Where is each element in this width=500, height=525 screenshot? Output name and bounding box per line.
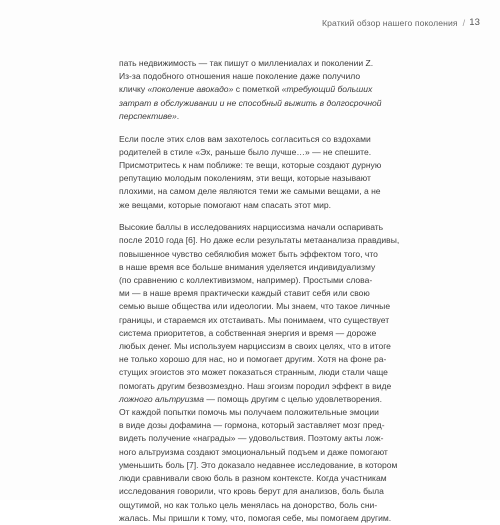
- text-run: — помощь другим с целью удовлетворения.: [203, 393, 382, 404]
- text-line: [119, 287, 383, 300]
- text-line: [119, 380, 392, 393]
- text-run: в виде дозы дофамина — гормона, который заставляет мозг пред-: [119, 420, 385, 431]
- text-line: [119, 499, 383, 512]
- text-line: [119, 110, 383, 123]
- text-line: [119, 512, 392, 525]
- text-line: [119, 274, 383, 287]
- text-run: стущих эгоистов это может показаться странным, люди стали чаще: [119, 367, 388, 378]
- text-run: Высокие баллы в исследованиях нарциссизма начали оспаривать: [119, 222, 384, 233]
- text-line: [119, 300, 391, 313]
- italic-text: ложного альтруизма: [119, 393, 204, 404]
- text-line: [119, 185, 383, 198]
- italic-text: «поколение авокадо»: [147, 84, 234, 95]
- text-run: в наше время все больше внимания уделяется индивидуализму: [119, 261, 376, 272]
- body-text: [119, 57, 400, 525]
- text-line: [119, 172, 383, 185]
- text-line: [119, 57, 383, 70]
- text-run: ми — в наше время практически каждый ставит себя или свою: [119, 288, 370, 299]
- text-run: Если после этих слов вам захотелось согласиться со вздохами: [119, 133, 371, 144]
- text-run: семью выше общества или идеологии. Мы знаем, что такое личные: [119, 301, 391, 312]
- text-line: [119, 199, 383, 212]
- text-run: система приоритетов, а собственная энергия и время — дороже: [119, 327, 377, 338]
- text-run: же вещами, которые помогают нам спасать этот мир.: [119, 199, 332, 210]
- text-line: [119, 340, 391, 353]
- paragraph: [119, 133, 383, 212]
- text-run: кличку: [119, 84, 148, 95]
- text-run: ощутимой, но как только цель менялась на донорство, боль сни-: [119, 499, 378, 510]
- text-run: репутацию молодым поколениям, эти вещи, которые называют: [119, 173, 371, 184]
- text-run: пать недвижимость — так пишут о миллениалах и поколении Z.: [119, 58, 374, 68]
- text-line: [119, 459, 398, 472]
- text-line: [119, 446, 388, 459]
- text-line: [119, 97, 383, 110]
- paragraph: [119, 57, 383, 123]
- text-line: [119, 393, 383, 406]
- page-number: 13: [469, 17, 480, 28]
- italic-text: «требующий больших: [281, 84, 373, 95]
- text-line: [119, 432, 383, 445]
- text-line: [119, 406, 383, 419]
- text-run: Присмотритесь к нам поближе: те вещи, которые создают дурную: [119, 159, 382, 170]
- running-header: [322, 17, 480, 28]
- text-line: [119, 327, 383, 340]
- text-run: границы, и стараемся их отстаивать. Мы понимаем, что существует: [119, 314, 390, 325]
- text-line: [119, 83, 383, 96]
- text-run: Из-за подобного отношения наше поколение даже получило: [119, 71, 361, 82]
- text-run: видеть получение «награды» — удовольствия. Поэтому акты лож-: [119, 433, 384, 444]
- paragraph: [119, 221, 400, 525]
- text-run: после 2010 года [6]. Но даже если результаты метаанализа правдивы,: [119, 235, 400, 246]
- text-line: [119, 485, 383, 498]
- text-run: исследования говорили, что кровь берут для анализов, боль была: [119, 486, 384, 497]
- text-line: [119, 353, 387, 366]
- text-run: помогать другим безвозмездно. Наш эгоизм породил эффект в виде: [119, 380, 392, 391]
- text-run: (по сравнению с коллективизмом, например). Простыми слова-: [119, 275, 373, 286]
- text-line: [119, 146, 383, 159]
- text-run: жалась. Мы пришли к тому, что, помогая себе, мы помогаем другим.: [119, 512, 392, 523]
- text-line: [119, 261, 383, 274]
- text-line: [119, 419, 383, 432]
- text-run: плохими, на самом деле являются теми же самыми вещами, а не: [119, 186, 381, 197]
- text-run: .: [176, 110, 180, 121]
- text-run: повышенное чувство себялюбия может быть эффектом того, что: [119, 248, 378, 259]
- text-line: [119, 366, 388, 379]
- text-run: не только хорошо для нас, но и помогает другим. Хотя на фоне ра-: [119, 354, 387, 365]
- text-run: От каждой попытки помочь мы получаем положительные эмоции: [119, 407, 379, 418]
- italic-text: затрат в обслуживании и не способный выжить в долгосрочной: [119, 97, 382, 108]
- text-line: [119, 159, 383, 172]
- text-line: [119, 314, 390, 327]
- paragraph-gap: [119, 123, 383, 133]
- italic-text: перспективе»: [119, 110, 177, 121]
- text-line: [119, 133, 383, 146]
- text-line: [119, 248, 383, 261]
- running-title: Краткий обзор нашего поколения: [322, 17, 458, 28]
- text-run: ного альтруизма создают эмоциональный подъем и даже помогают: [119, 446, 388, 457]
- text-line: [119, 221, 383, 234]
- paragraph-gap: [119, 212, 383, 222]
- header-divider: /: [462, 17, 466, 28]
- text-run: с пометкой: [233, 84, 282, 95]
- text-line: [119, 234, 400, 247]
- text-run: любых денег. Мы используем нарциссизм в своих целях, что в итоге: [119, 341, 391, 352]
- text-run: уменьшить боль [7]. Это доказало недавнее исследование, в котором: [119, 459, 398, 470]
- text-line: [119, 70, 383, 83]
- text-run: люди сравнивали свою боль в разном контексте. Когда участникам: [119, 473, 387, 484]
- text-run: родителей в стиле «Эх, раньше было лучше…» — не спешите.: [119, 146, 372, 157]
- text-line: [119, 472, 387, 485]
